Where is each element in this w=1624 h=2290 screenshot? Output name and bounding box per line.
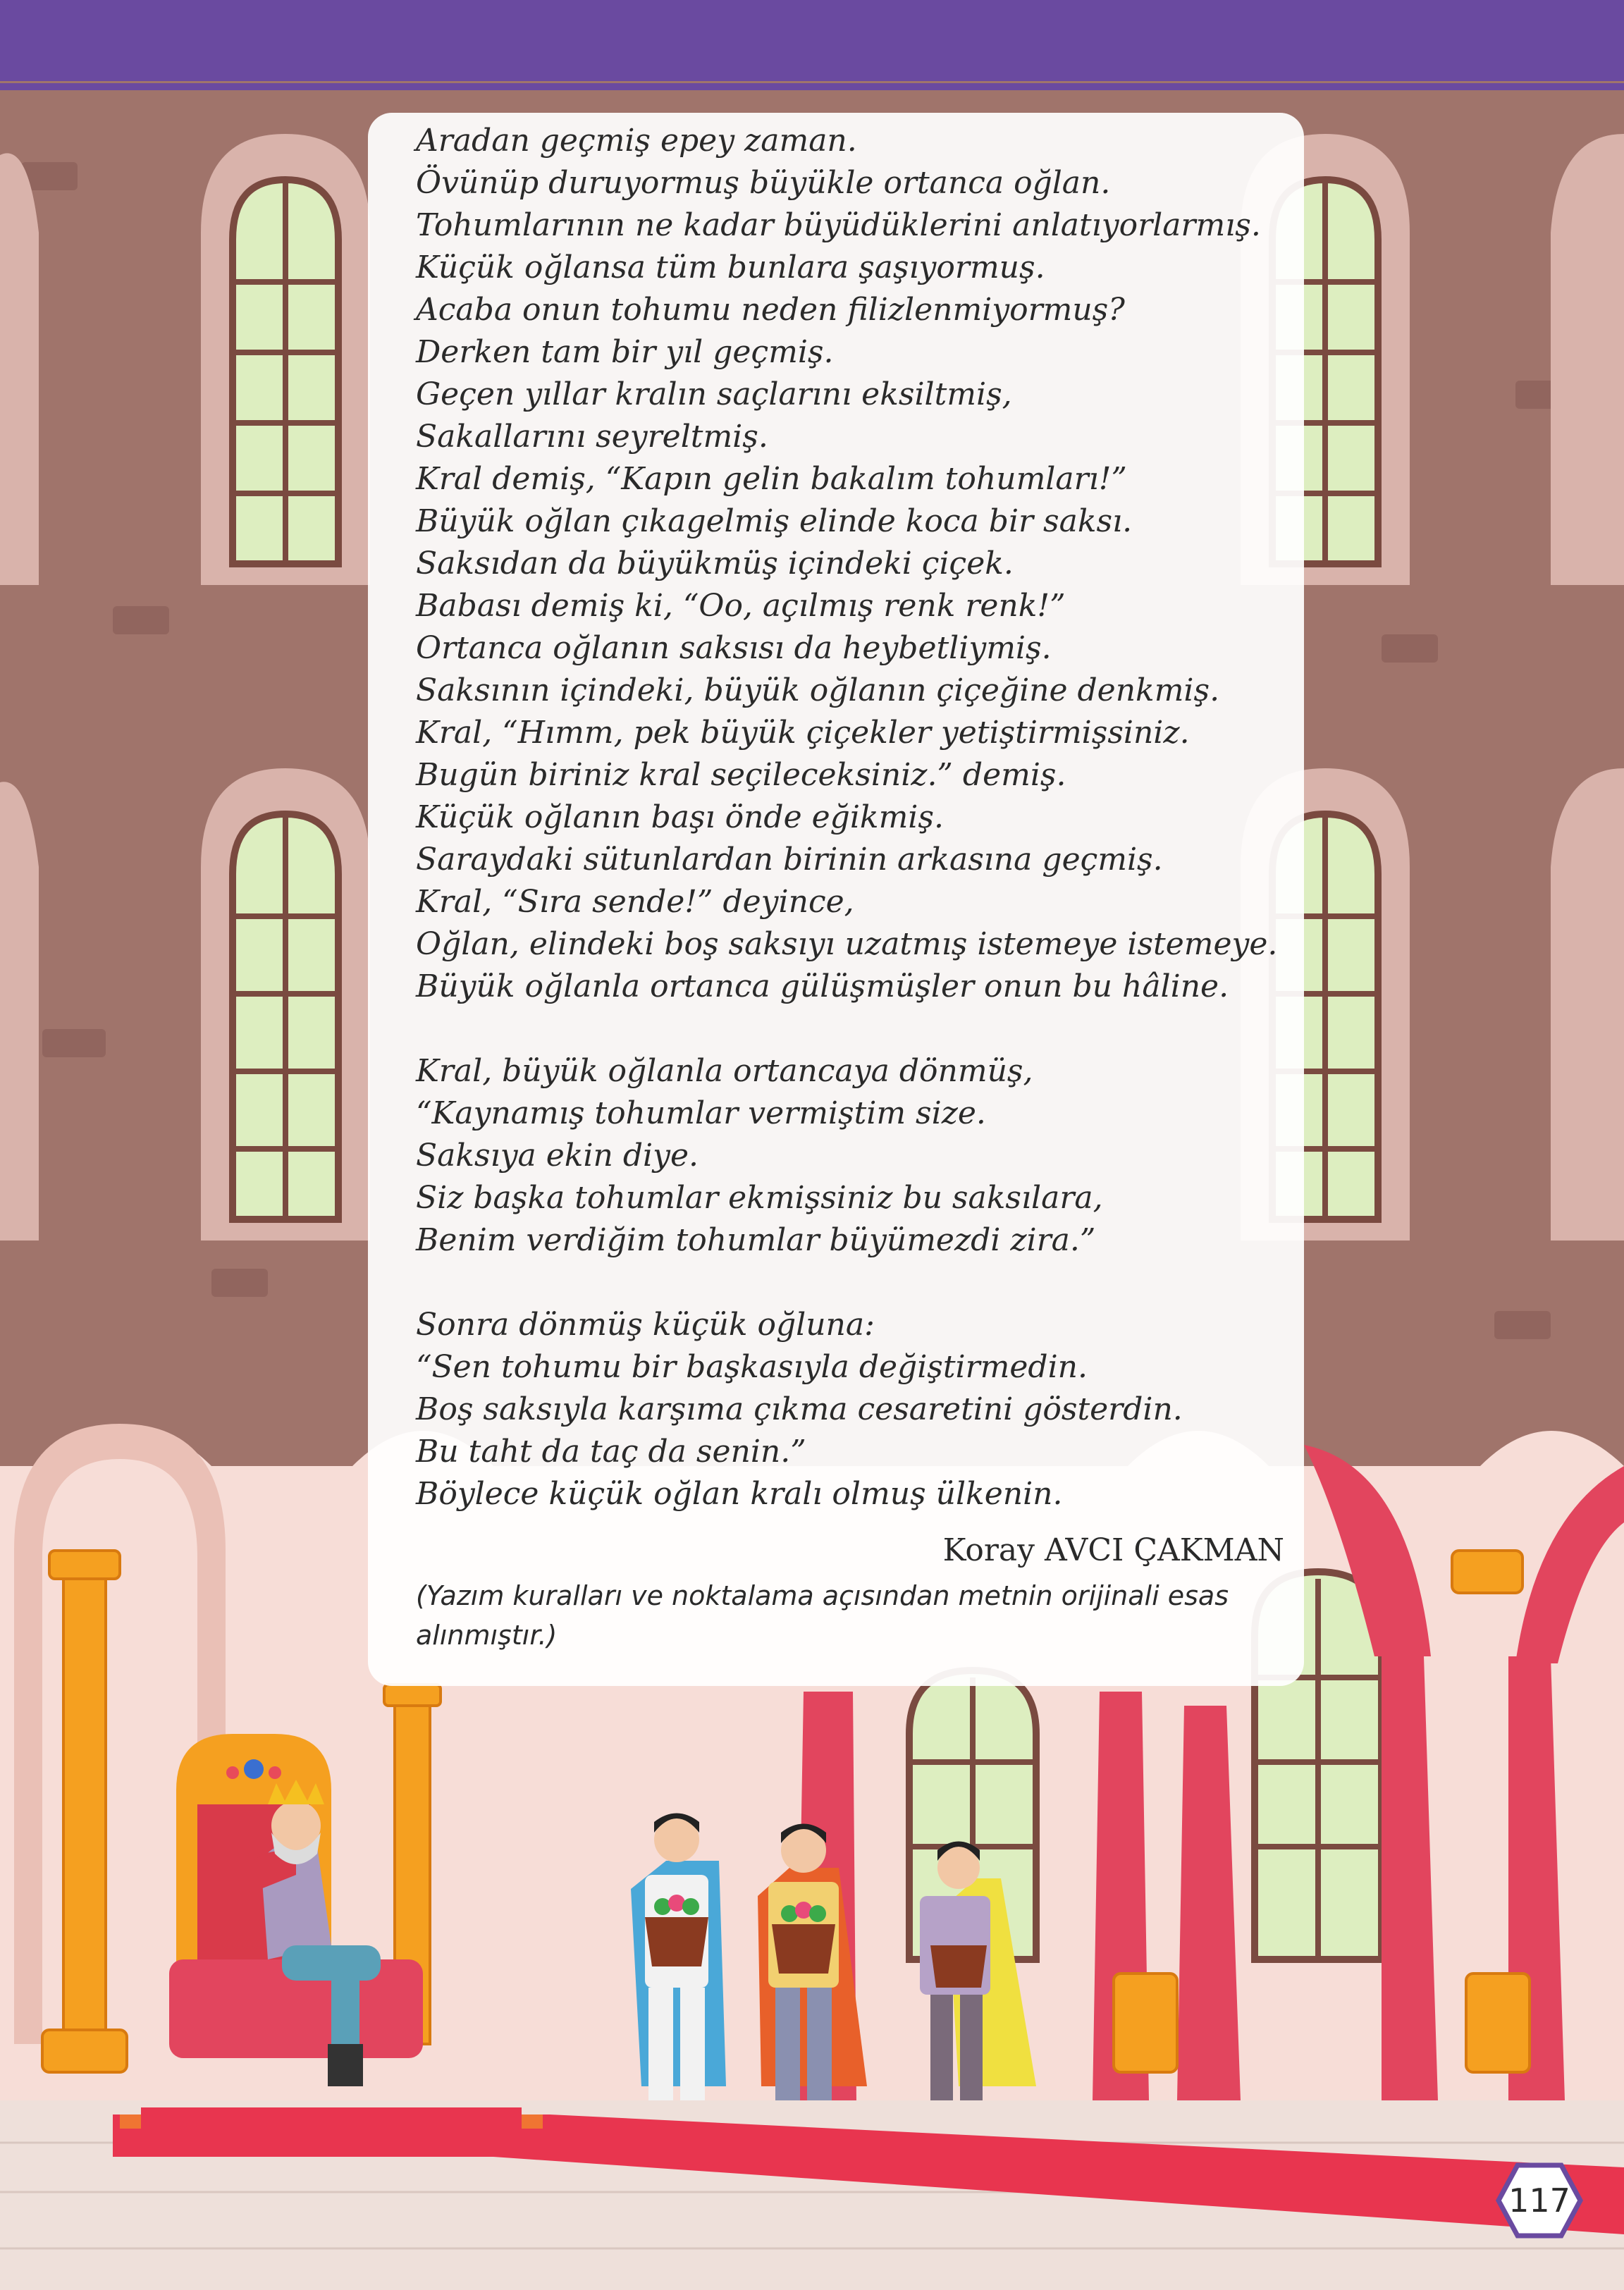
poem-line: Benim verdiğim tohumlar büyümezdi zira.” [416, 1222, 1096, 1258]
poem-line: “Sen tohumu bir başkasıyla değiştirmedin. [416, 1349, 1088, 1385]
poem-line: “Kaynamış tohumlar vermiştim size. [416, 1095, 986, 1131]
poem-line: Boş saksıyla karşıma çıkma cesaretini gösterdin. [416, 1391, 1183, 1427]
header-bar [0, 0, 1624, 81]
poem-line: Büyük oğlan çıkagelmiş elinde koca bir saksı. [416, 503, 1133, 539]
poem-line: Kral, büyük oğlanla ortancaya dönmüş, [416, 1053, 1033, 1089]
poem-line: Bugün biriniz kral seçileceksiniz.” demiş. [416, 757, 1066, 793]
poem-line: Bu taht da taç da senin.” [416, 1434, 806, 1470]
poem-line: Ortanca oğlanın saksısı da heybetliymiş. [416, 630, 1052, 666]
poem-author: Koray AVCI ÇAKMAN [942, 1532, 1284, 1568]
page-number-badge [1496, 2162, 1583, 2239]
header-divider [0, 83, 1624, 90]
poem-line: Saksıya ekin diye. [416, 1138, 699, 1174]
poem [416, 120, 1284, 1515]
poem-line: Siz başka tohumlar ekmişsiniz bu saksılara, [416, 1180, 1103, 1216]
poem-line: Saksının içindeki, büyük oğlanın çiçeğine denkmiş. [416, 672, 1220, 708]
poem-line: Tohumlarının ne kadar büyüdüklerini anlatıyorlarmış. [416, 207, 1261, 243]
poem-line: Oğlan, elindeki boş saksıyı uzatmış istemeye istemeye. [416, 926, 1278, 962]
stanza-3 [416, 1304, 1284, 1515]
poem-line: Büyük oğlanla ortanca gülüşmüşler onun bu hâline. [416, 968, 1229, 1004]
poem-line: Saraydaki sütunlardan birinin arkasına geçmiş. [416, 842, 1163, 878]
editorial-note: (Yazım kuralları ve noktalama açısından metnin orijinali esas alınmıştır.) [416, 1580, 1229, 1651]
poem-line: Kral, “Sıra sende!” deyince, [416, 884, 854, 920]
poem-line: Kral demiş, “Kapın gelin bakalım tohumları!” [416, 461, 1127, 497]
poem-line: Sonra dönmüş küçük oğluna: [416, 1307, 875, 1343]
poem-line: Böylece küçük oğlan kralı olmuş ülkenin. [416, 1476, 1063, 1512]
poem-line: Derken tam bir yıl geçmiş. [416, 334, 834, 370]
poem-line: Kral, “Hımm, pek büyük çiçekler yetiştirmişsiniz. [416, 715, 1190, 751]
poem-line: Küçük oğlansa tüm bunlara şaşıyormuş. [416, 250, 1045, 285]
stanza-1 [416, 120, 1284, 1008]
poem-line: Babası demiş ki, “Oo, açılmış renk renk!” [416, 588, 1066, 624]
poem-line: Acaba onun tohumu neden filizlenmiyormuş? [416, 292, 1125, 328]
poem-line: Geçen yıllar kralın saçlarını eksiltmiş, [416, 376, 1012, 412]
stanza-2 [416, 1050, 1284, 1262]
poem-line: Övünüp duruyormuş büyükle ortanca oğlan. [416, 165, 1111, 201]
page-number: 117 [1508, 2181, 1570, 2220]
poem-line: Sakallarını seyreltmiş. [416, 419, 768, 455]
poem-line: Aradan geçmiş epey zaman. [416, 123, 857, 159]
poem-panel [368, 113, 1304, 1686]
poem-line: Küçük oğlanın başı önde eğikmiş. [416, 799, 944, 835]
poem-line: Saksıdan da büyükmüş içindeki çiçek. [416, 546, 1014, 581]
